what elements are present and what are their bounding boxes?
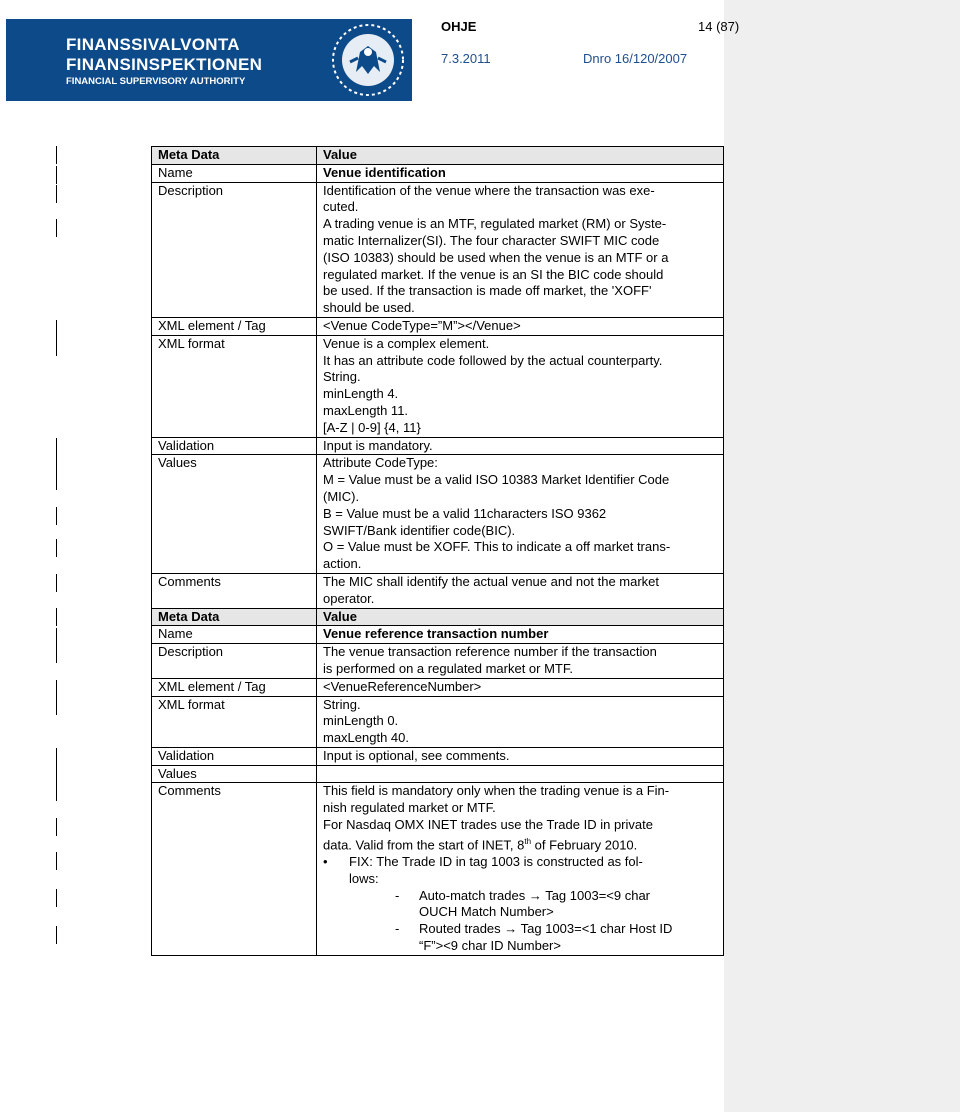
description-value (317, 644, 724, 679)
dash-item (323, 888, 719, 922)
change-bar (56, 185, 57, 203)
table-row (152, 765, 724, 783)
text-line: operator. (323, 590, 375, 606)
change-bar (56, 783, 57, 801)
change-bar (56, 680, 57, 698)
text-line: be used. If the transaction is made off market, the 'XOFF' (323, 283, 652, 299)
text-line: M = Value must be a valid ISO 10383 Market Identifier Code (323, 472, 670, 488)
row-label: Name (152, 164, 317, 182)
change-bar (56, 697, 57, 715)
change-bar (56, 748, 57, 766)
text-line: FIX: The Trade ID in tag 1003 is constructed as fol- (349, 854, 643, 869)
text-line: String. (323, 369, 361, 385)
text-line: For Nasdaq OMX INET trades use the Trade ID in private (323, 817, 653, 833)
text-line: Attribute CodeType: (323, 455, 438, 471)
table-row (152, 783, 724, 955)
change-bar (56, 539, 57, 557)
table-row (152, 696, 724, 747)
change-bar (56, 320, 57, 338)
row-label: Name (152, 626, 317, 644)
doc-type: OHJE (441, 19, 477, 34)
change-bar (56, 438, 57, 456)
text-line: [A-Z | 0-9] {4, 11} (323, 419, 421, 435)
text-line: should be used. (323, 300, 415, 316)
text-line: A trading venue is an MTF, regulated market (RM) or Syste- (323, 216, 667, 232)
change-bar (56, 926, 57, 944)
superscript: th (524, 836, 532, 846)
text-line: B = Value must be a valid 11characters ISO 9362 (323, 505, 607, 521)
change-bar (56, 889, 57, 907)
header-meta-data: Meta Data (152, 147, 317, 165)
text-line: lows: (349, 870, 379, 886)
doc-date: 7.3.2011 (441, 51, 491, 66)
text-line: Venue is a complex element. (323, 335, 490, 351)
table-row (152, 182, 724, 317)
change-bar (56, 507, 57, 525)
row-label: Comments (152, 573, 317, 608)
text-line: minLength 0. (323, 713, 399, 729)
bullet-icon: • (323, 854, 328, 869)
table-row (152, 678, 724, 696)
text-line: action. (323, 556, 362, 572)
dash-item (323, 921, 719, 955)
text-line: minLength 4. (323, 386, 399, 402)
header-value: Value (317, 147, 724, 165)
text-line: OUCH Match Number> (419, 904, 554, 920)
text-line (323, 834, 719, 854)
row-label: Validation (152, 437, 317, 455)
row-label: Values (152, 765, 317, 783)
right-margin-panel (724, 0, 960, 1112)
text-line: is performed on a regulated market or MTF. (323, 660, 573, 676)
change-bar (56, 456, 57, 490)
row-label: XML format (152, 696, 317, 747)
text-line: Routed trades → Tag 1003=<1 char Host ID (419, 921, 673, 937)
header-value: Value (317, 608, 724, 626)
change-bar (56, 608, 57, 626)
values-value (317, 455, 724, 574)
table-row (152, 747, 724, 765)
table-row (152, 335, 724, 437)
text-line: nish regulated market or MTF. (323, 800, 496, 816)
text-line: maxLength 11. (323, 402, 409, 418)
table-header-row (152, 147, 724, 165)
validation-value: Input is mandatory. (317, 437, 724, 455)
fiva-logo (6, 19, 412, 101)
metadata-table (151, 146, 724, 956)
lion-crest-icon (330, 22, 406, 98)
table-row (152, 626, 724, 644)
bullet-item (323, 854, 719, 888)
text-line: SWIFT/Bank identifier code(BIC). (323, 522, 516, 538)
logo-text (66, 35, 262, 75)
text-line: “F”><9 char ID Number> (419, 937, 561, 953)
row-label: XML format (152, 335, 317, 437)
text-line: (ISO 10383) should be used when the venue is an MTF or a (323, 249, 669, 265)
change-bar (56, 766, 57, 784)
text-line: (MIC). (323, 488, 360, 504)
logo-line-1: FINANSSIVALVONTA (66, 35, 240, 54)
text-fragment: of February 2010. (531, 837, 638, 853)
table-row (152, 644, 724, 679)
dash-icon: - (395, 921, 400, 937)
text-line: The MIC shall identify the actual venue and not the market (323, 573, 660, 589)
row-label: XML element / Tag (152, 317, 317, 335)
text-line: cuted. (323, 199, 359, 215)
xml-format-value (317, 335, 724, 437)
field-name: Venue reference transaction number (317, 626, 724, 644)
text-line: This field is mandatory only when the trading venue is a Fin- (323, 783, 670, 799)
xml-tag-value: <Venue CodeType=”M”></Venue> (317, 317, 724, 335)
doc-reference: Dnro 16/120/2007 (583, 51, 688, 66)
text-line: Identification of the venue where the transaction was exe- (323, 182, 655, 198)
change-bar (56, 818, 57, 836)
table-row (152, 317, 724, 335)
change-bar (56, 146, 57, 164)
text-line: The venue transaction reference number if the transaction (323, 644, 657, 660)
change-bar (56, 338, 57, 356)
table-row (152, 573, 724, 608)
header-meta-data: Meta Data (152, 608, 317, 626)
row-label: Description (152, 182, 317, 317)
change-bar (56, 166, 57, 184)
text-line: Auto-match trades → Tag 1003=<9 char (419, 887, 651, 903)
text-line: regulated market. If the venue is an SI the BIC code should (323, 266, 664, 282)
values-value (317, 765, 724, 783)
table-row (152, 164, 724, 182)
row-label: Validation (152, 747, 317, 765)
comments-value (317, 783, 724, 955)
logo-line-3: FINANCIAL SUPERVISORY AUTHORITY (66, 76, 246, 87)
text-line: matic Internalizer(SI). The four character SWIFT MIC code (323, 232, 660, 248)
table-row (152, 455, 724, 574)
page-number: 14 (87) (698, 19, 740, 34)
row-label: Description (152, 644, 317, 679)
change-bar (56, 645, 57, 663)
row-label: Comments (152, 783, 317, 955)
xml-format-value (317, 696, 724, 747)
text-line: String. (323, 696, 361, 712)
logo-line-2: FINANSINSPEKTIONEN (66, 55, 263, 74)
description-value (317, 182, 724, 317)
comments-value (317, 573, 724, 608)
text-line: It has an attribute code followed by the actual counterparty. (323, 352, 663, 368)
table-header-row (152, 608, 724, 626)
change-bar (56, 574, 57, 592)
row-label: XML element / Tag (152, 678, 317, 696)
text-line: maxLength 40. (323, 730, 410, 746)
text-fragment: data. Valid from the start of INET, 8 (323, 837, 525, 853)
table-row (152, 437, 724, 455)
text-line: O = Value must be XOFF. This to indicate a off market trans- (323, 539, 671, 555)
xml-tag-value: <VenueReferenceNumber> (317, 678, 724, 696)
field-name: Venue identification (317, 164, 724, 182)
change-bar (56, 852, 57, 870)
change-bar (56, 219, 57, 237)
dash-icon: - (395, 887, 400, 903)
row-label: Values (152, 455, 317, 574)
validation-value: Input is optional, see comments. (317, 747, 724, 765)
change-bar (56, 628, 57, 646)
